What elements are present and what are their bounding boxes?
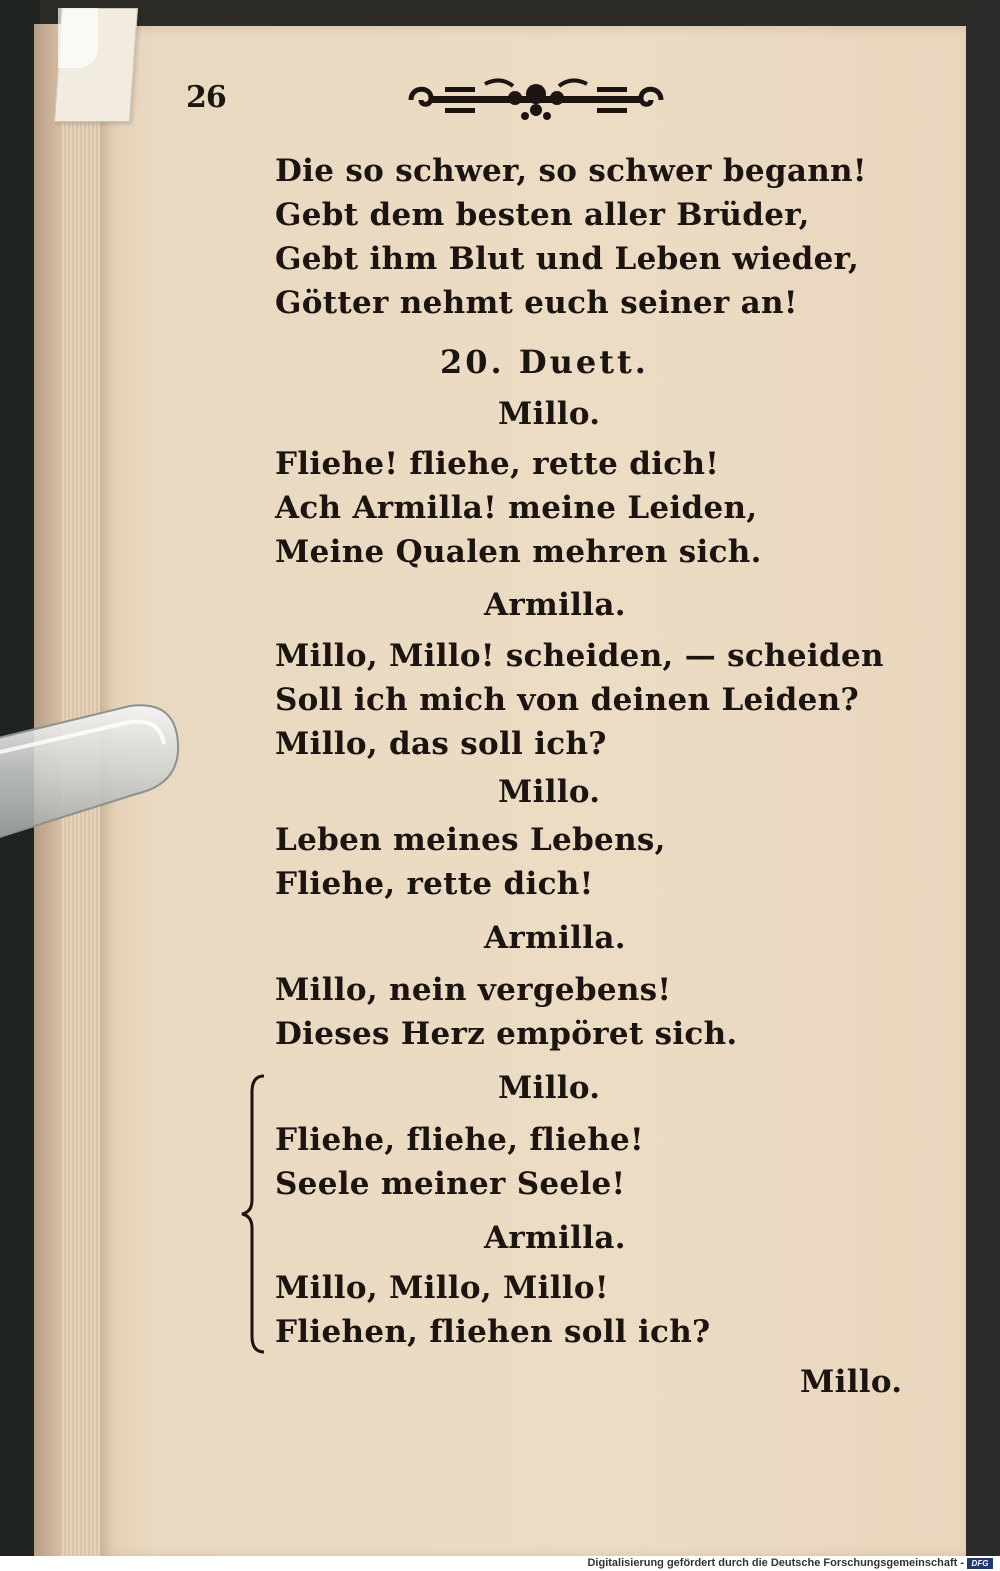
dialogue-line: Fliehe, fliehe, fliehe! <box>275 1122 644 1158</box>
page-weight-icon <box>0 700 186 840</box>
verse-line: Gebt dem besten aller Brüder, <box>275 197 810 233</box>
speaker-name: Armilla. <box>484 587 626 623</box>
curly-brace-icon <box>240 1072 270 1356</box>
speaker-name: Millo. <box>498 774 601 810</box>
dialogue-line: Millo, Millo, Millo! <box>275 1270 609 1306</box>
dialogue-line: Ach Armilla! meine Leiden, <box>275 490 758 526</box>
dialogue-line: Dieses Herz empöret sich. <box>275 1016 738 1052</box>
dialogue-line: Millo, das soll ich? <box>275 726 607 762</box>
verse-line: Götter nehmt euch seiner an! <box>275 285 798 321</box>
paper-tab-highlight <box>58 8 98 68</box>
dfg-logo: DFG <box>967 1558 993 1569</box>
speaker-name: Armilla. <box>484 1220 626 1256</box>
speaker-name: Millo. <box>498 396 601 432</box>
speaker-name: Armilla. <box>484 920 626 956</box>
catchword: Millo. <box>800 1364 903 1400</box>
dialogue-line: Fliehen, fliehen soll ich? <box>275 1314 711 1350</box>
dialogue-line: Meine Qualen mehren sich. <box>275 534 762 570</box>
dialogue-line: Leben meines Lebens, <box>275 822 666 858</box>
verse-line: Die so schwer, so schwer begann! <box>275 153 867 189</box>
dialogue-line: Soll ich mich von deinen Leiden? <box>275 682 859 718</box>
verse-line: Gebt ihm Blut und Leben wieder, <box>275 241 860 277</box>
dialogue-line: Seele meiner Seele! <box>275 1166 626 1202</box>
scan-backdrop-right <box>968 0 1000 1560</box>
ornament-icon <box>405 76 667 124</box>
dialogue-line: Millo, nein vergebens! <box>275 972 672 1008</box>
dialogue-line: Fliehe, rette dich! <box>275 866 594 902</box>
page-number: 26 <box>186 80 226 115</box>
speaker-name: Millo. <box>498 1070 601 1106</box>
dialogue-line: Fliehe! fliehe, rette dich! <box>275 446 720 482</box>
dialogue-line: Millo, Millo! scheiden, — scheiden <box>275 638 884 674</box>
footer-credit: Digitalisierung gefördert durch die Deutsche Forschungsgemeinschaft - <box>587 1557 964 1569</box>
section-heading: 20. Duett. <box>440 343 649 381</box>
